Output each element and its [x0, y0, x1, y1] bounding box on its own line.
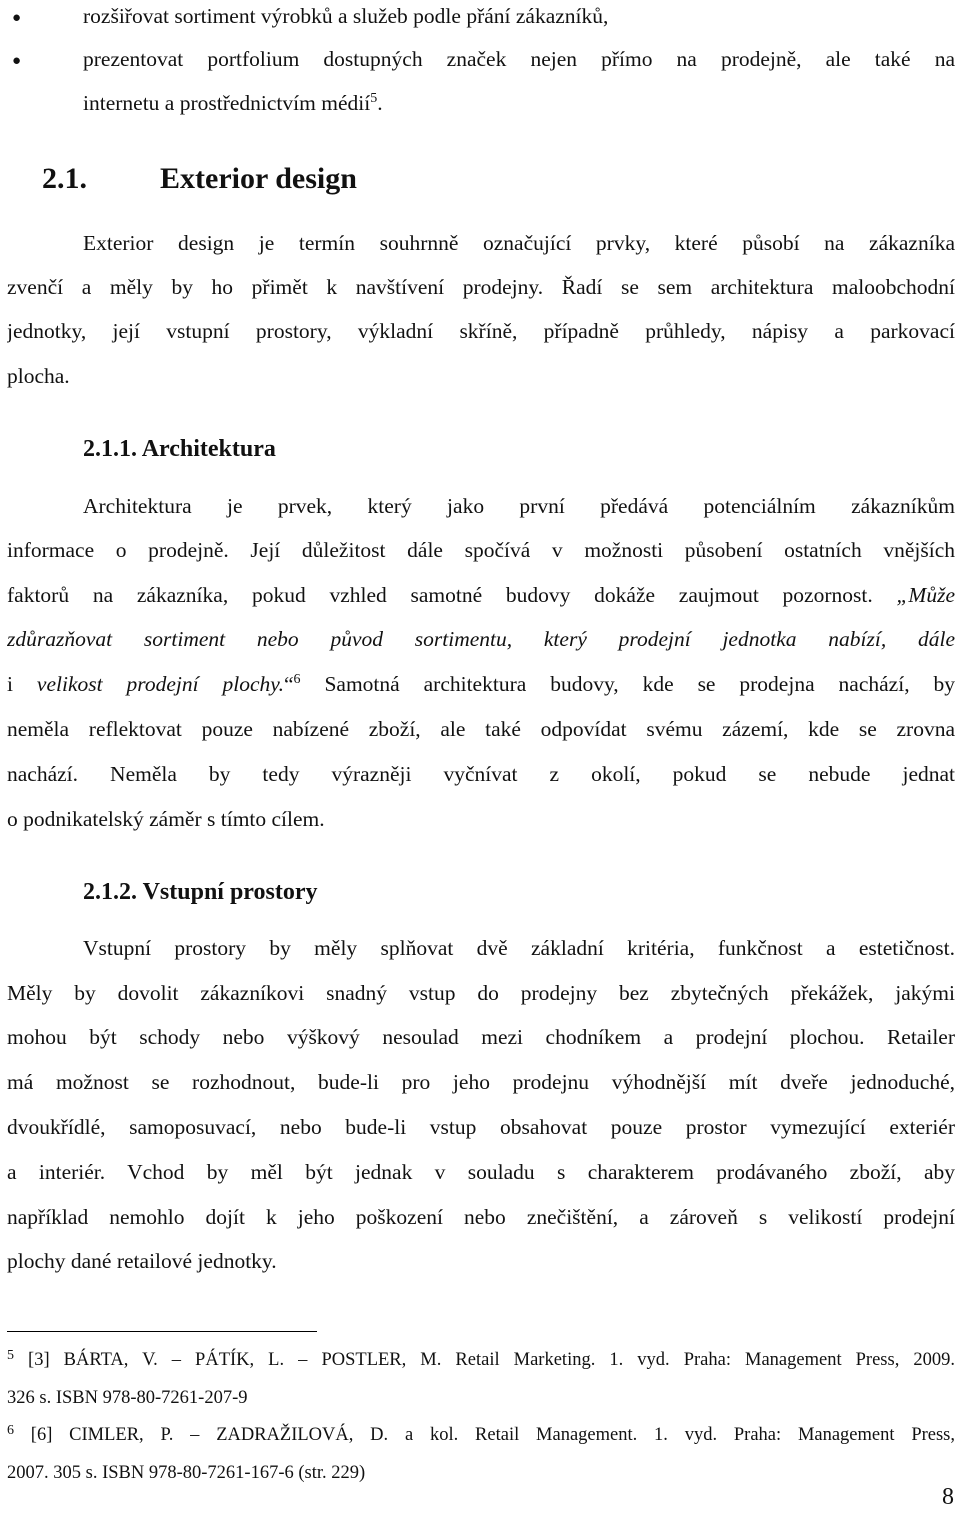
paragraph-line: zvenčí a měly by ho přimět k navštívení prodejny. Řadí se sem architektura maloobchodní — [7, 275, 955, 299]
paragraph-line: faktorů na zákazníka, pokud vzhled samotné budovy dokáže zaujmout pozornost. „Může — [7, 583, 955, 607]
paragraph-line: nachází. Neměla by tedy výrazněji vyčnívat z okolí, pokud se nebude jednat — [7, 762, 955, 786]
paragraph-line: Architektura je prvek, který jako první předává potenciálním zákazníkům — [83, 494, 955, 518]
page-number: 8 — [942, 1484, 954, 1510]
section-number: 2.1. — [42, 162, 87, 195]
footnote-ref: 5 — [370, 91, 378, 106]
paragraph-line: dvoukřídlé, samoposuvací, nebo bude-li vstup obsahovat pouze prostor vymezující exteriér — [7, 1115, 955, 1139]
paragraph-line: plochy dané retailové jednotky. — [7, 1249, 277, 1273]
bullet-marker: ● — [12, 10, 22, 26]
footnote: $^6$ [6] CIMLER, P. – ZADRAŽILOVÁ, D. a kol. Retail Management. 1. vyd. Praha: Management Press, — [7, 1423, 955, 1445]
paragraph-line: má možnost se rozhodnout, bude-li pro jeho prodejnu výhodnější mít dveře jednoduché, — [7, 1070, 955, 1094]
subsection-number: 2.1.1. — [83, 436, 137, 462]
subsection-heading — [83, 432, 276, 466]
bullet-item: rozšiřovat sortiment výrobků a služeb podle přání zákazníků, — [83, 4, 609, 28]
footnote-ref: 6 — [293, 672, 301, 687]
footnote-mark: 6 — [7, 1423, 14, 1438]
paragraph-line: jednotky, její vstupní prostory, výkladní skříně, případně průhledy, nápisy a parkovací — [7, 319, 955, 343]
footnote: $^5$ [3] BÁRTA, V. – PÁTÍK, L. – POSTLER, M. Retail Marketing. 1. vyd. Praha: Management Press, 2009. — [7, 1348, 955, 1370]
subsection-title: Vstupní prostory — [142, 879, 318, 905]
quote-start: „Může — [872, 583, 955, 607]
bullet-item: prezentovat portfolium dostupných značek nejen přímo na prodejně, ale také na — [83, 47, 955, 71]
footnote-continuation: 326 s. ISBN 978-80-7261-207-9 — [7, 1388, 248, 1408]
paragraph-line: neměla reflektovat pouze nabízené zboží, ale také odpovídat svému zázemí, kde se zrovna — [7, 717, 955, 741]
footnote-continuation: 2007. 305 s. ISBN 978-80-7261-167-6 (str. 229) — [7, 1463, 366, 1483]
paragraph-line: například nemohlo dojít k jeho poškození nebo znečištění, a zároveň s velikostí prodejní — [7, 1205, 955, 1229]
quote-line: zdůrazňovat sortiment nebo původ sortimentu, který prodejní jednotka nabízí, dále — [7, 627, 955, 651]
section-title: Exterior design — [160, 162, 357, 195]
paragraph-line: plocha. — [7, 364, 70, 388]
bullet-marker: ● — [12, 53, 22, 69]
footnote-mark: 5 — [7, 1348, 14, 1363]
paragraph-line: a interiér. Vchod by měl být jednak v souladu s charakterem prodávaného zboží, aby — [7, 1160, 955, 1184]
subsection-title: Architektura — [141, 436, 276, 462]
subsection-number: 2.1.2. — [83, 879, 137, 905]
paragraph-line: Vstupní prostory by měly splňovat dvě základní kritéria, funkčnost a estetičnost. — [83, 936, 955, 960]
section-heading — [42, 159, 357, 199]
paragraph-line: Měly by dovolit zákazníkovi snadný vstup do prodejny bez zbytečných překážek, jakými — [7, 981, 955, 1005]
subsection-heading — [83, 875, 318, 909]
paragraph-line: i velikost prodejní plochy.“$^6$ Samotná architektura budovy, kde se prodejna nachází, by — [7, 672, 955, 696]
paragraph-line: o podnikatelský záměr s tímto cílem. — [7, 807, 325, 831]
paragraph-line: Exterior design je termín souhrnně označující prvky, které působí na zákazníka — [83, 231, 955, 255]
footnote-separator — [7, 1331, 317, 1332]
quote-end: velikost prodejní plochy. — [36, 672, 284, 696]
bullet-item-continuation: internetu a prostřednictvím médií$^5$. — [83, 91, 383, 115]
paragraph-line: mohou být schody nebo výškový nesoulad mezi chodníkem a prodejní plochou. Retailer — [7, 1025, 955, 1049]
paragraph-line: informace o prodejně. Její důležitost dále spočívá v možnosti působení ostatních vnějších — [7, 538, 955, 562]
